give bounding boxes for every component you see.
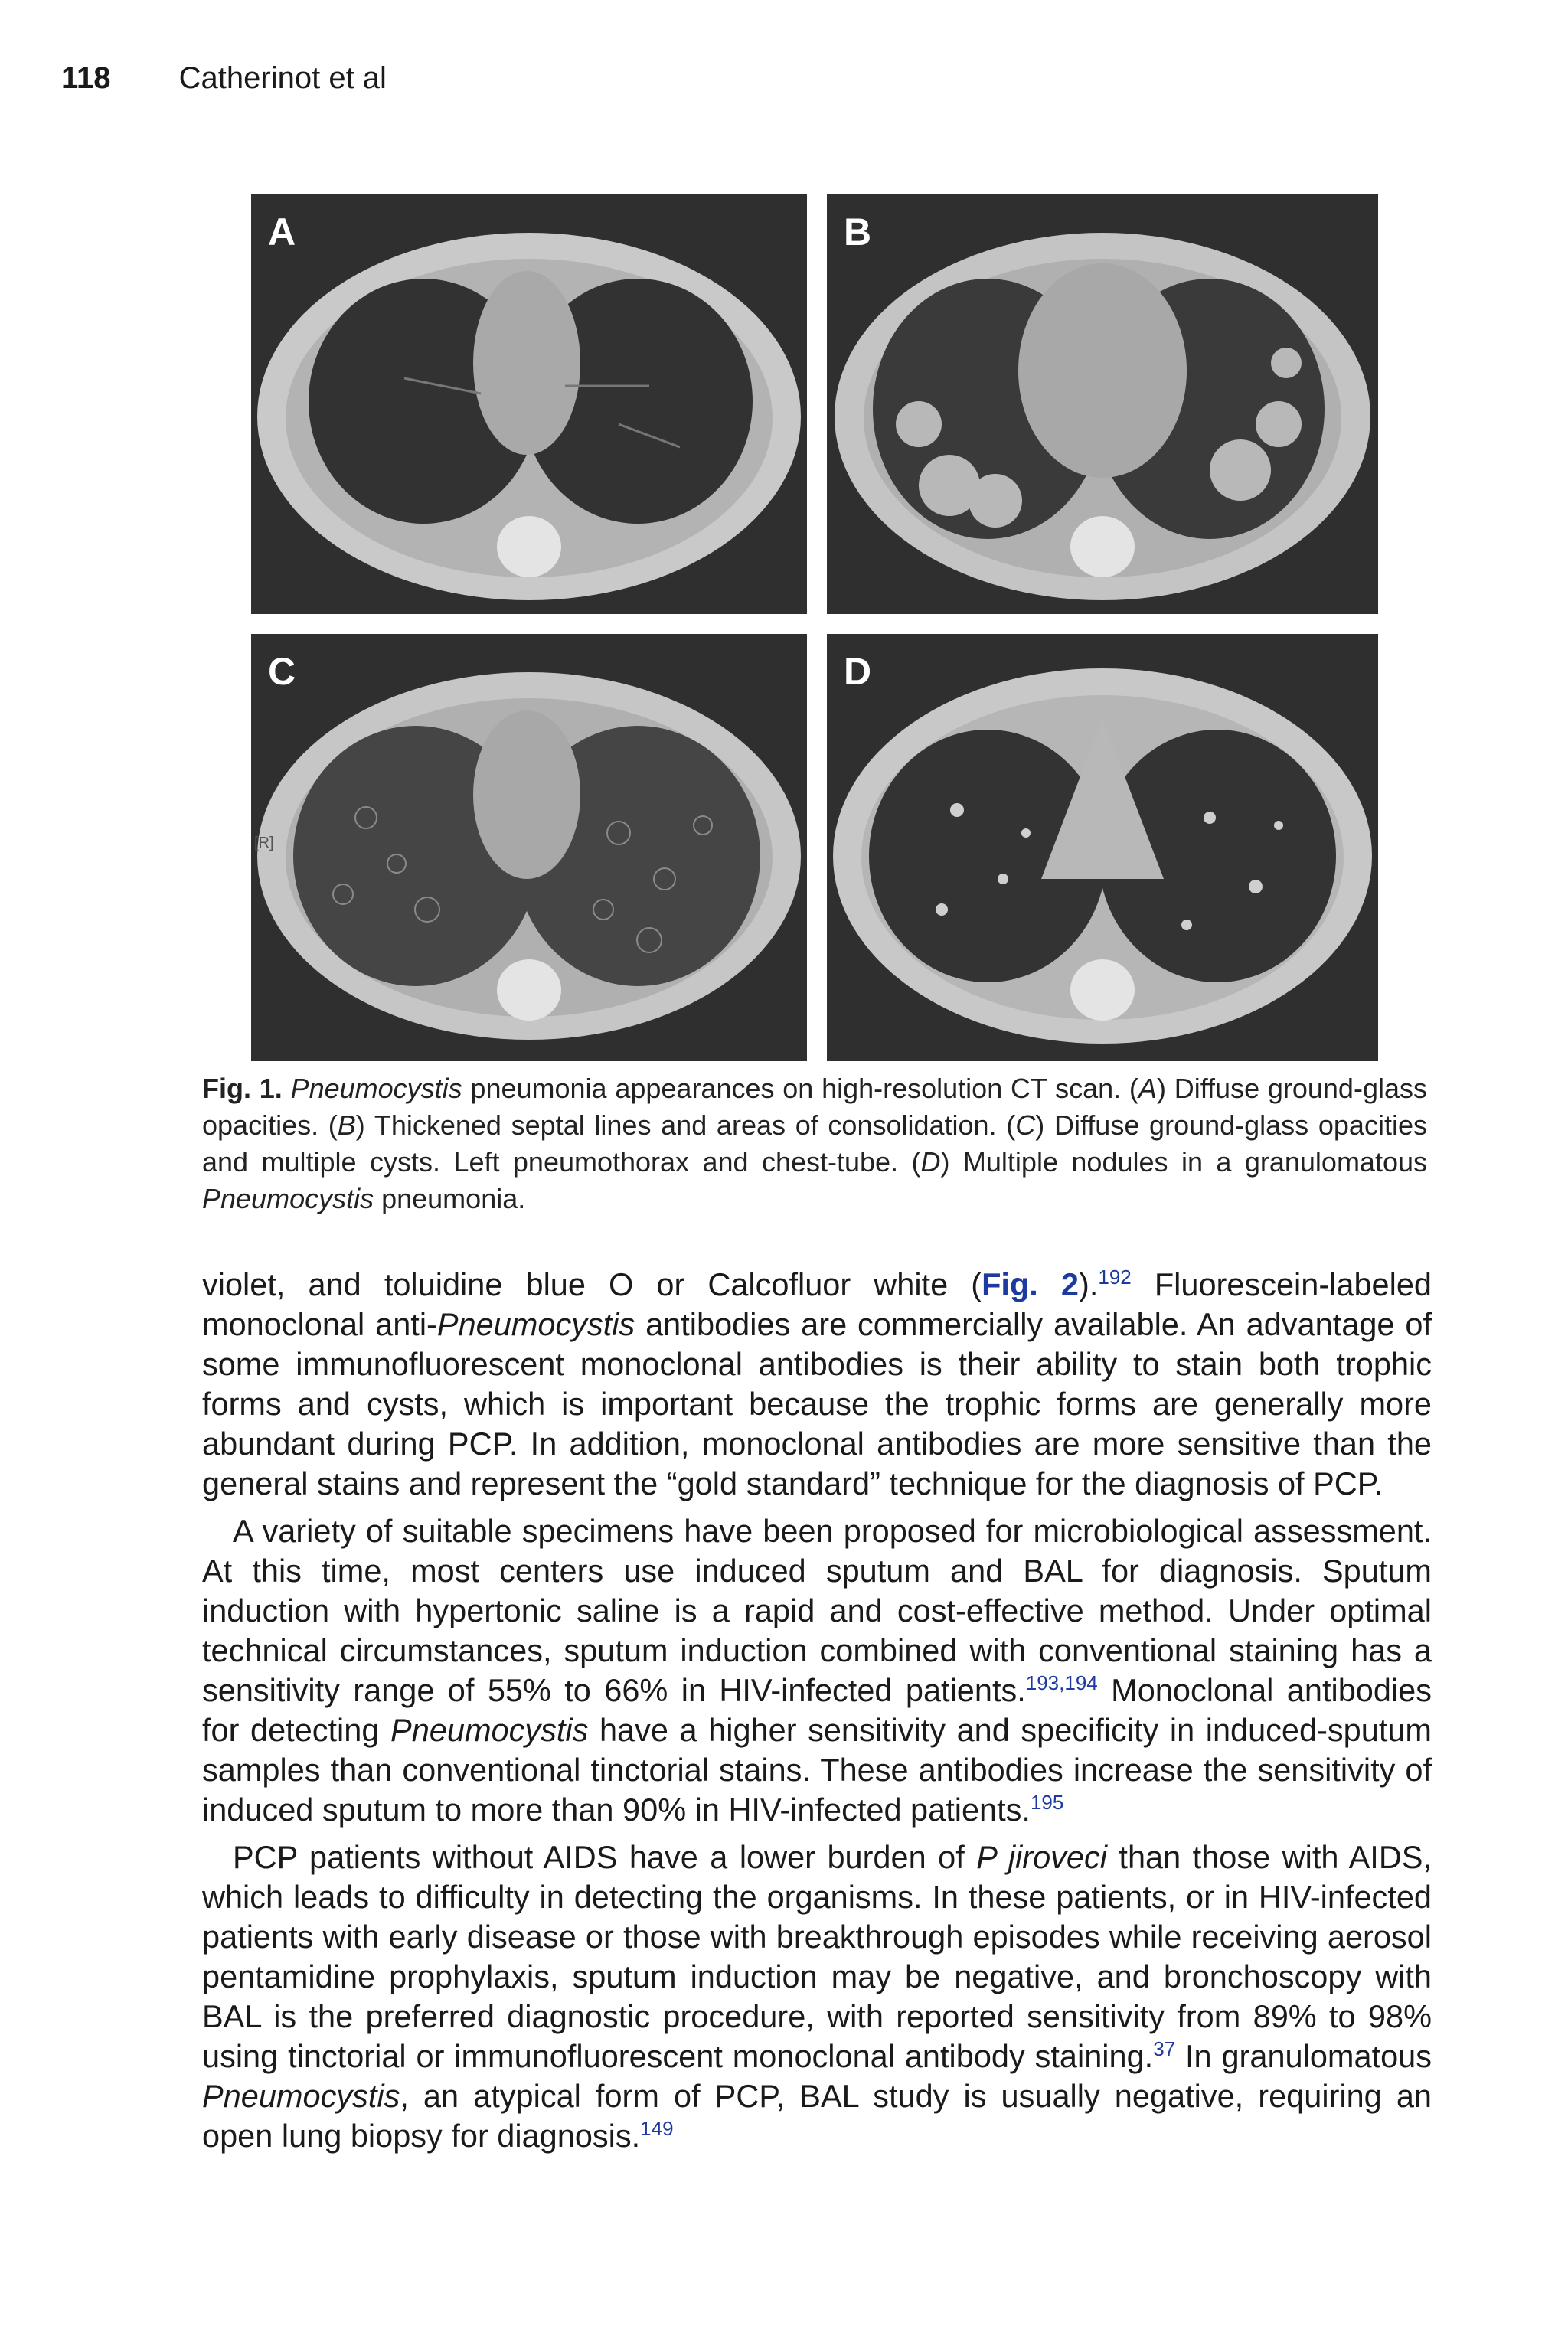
citation-link[interactable]: 192 xyxy=(1098,1266,1132,1289)
text-run: than those with AIDS, which leads to difficulty in detecting the organisms. In these patients, or in HIV-infected patients with early disease or those with breakthrough episodes while receiving aerosol pentamidine prophylaxis, sputum induction may be negative, and bronchoscopy with BAL is the preferred diagnostic procedure, with reported sensitivity from 89% to 98% using tinctorial or immunofluorescent monoclonal antibody staining. xyxy=(202,1839,1432,2074)
caption-text: pneumonia. xyxy=(374,1183,526,1214)
running-head: Catherinot et al xyxy=(178,61,387,95)
caption-genus: Pneumocystis xyxy=(290,1073,462,1104)
text-run: have a higher sensitivity and specificity in induced-sputum samples than conventional tinctorial stains. These antibodies increase the sensitivity of induced sputum to more than 90% in HIV-infected patients. xyxy=(202,1712,1432,1828)
text-run: Monoclonal antibodies for detecting xyxy=(202,1672,1432,1748)
text-run: Fluorescein-labeled monoclonal anti- xyxy=(202,1266,1432,1342)
citation-link[interactable]: 149 xyxy=(640,2117,674,2141)
ct-panel-d xyxy=(827,634,1378,1061)
caption-text: ) Multiple nodules in a granulomatous xyxy=(940,1146,1427,1178)
citation-link[interactable]: 195 xyxy=(1030,1791,1064,1815)
caption-text: pneumonia appearances on high-resolution CT scan. ( xyxy=(462,1073,1138,1104)
caption-panel-ref: B xyxy=(337,1109,356,1141)
ct-panel-c xyxy=(251,634,807,1061)
running-header xyxy=(61,61,387,96)
ct-scan-image-c xyxy=(251,634,807,1061)
body-text xyxy=(202,1265,1432,2164)
panel-letter: A xyxy=(268,211,296,253)
italic-run: Pneumocystis xyxy=(390,1712,589,1748)
side-marker: [R] xyxy=(254,835,274,851)
caption-panel-ref: D xyxy=(920,1146,941,1178)
text-run: ). xyxy=(1079,1266,1099,1302)
figure-caption xyxy=(202,1070,1427,1217)
panel-letter: C xyxy=(268,650,296,693)
panel-letter: B xyxy=(844,211,872,253)
italic-run: Pneumocystis xyxy=(202,2078,400,2114)
figure-1 xyxy=(251,194,1378,1061)
ct-scan-image-d xyxy=(827,634,1378,1061)
text-run: A variety of suitable specimens have been proposed for microbiological assessment. At this time, most centers use induced sputum and BAL for diagnosis. Sputum induction with hypertonic saline is a rapid and cost-effective method. Under optimal technical circumstances, sputum induction combined with conventional staining has a sensitivity range of 55% to 66% in HIV-infected patients. xyxy=(202,1513,1432,1708)
ct-scan-image-a xyxy=(251,194,807,614)
citation-link[interactable]: 193,194 xyxy=(1025,1671,1098,1695)
paragraph xyxy=(202,1265,1432,1504)
text-run: antibodies are commercially available. An advantage of some immunofluorescent monoclonal antibodies is their ability to stain both trophic forms and cysts, which is important because the trophic forms are generally more abundant during PCP. In addition, monoclonal antibodies are more sensitive than the general stains and represent the “gold standard” technique for the diagnosis of PCP. xyxy=(202,1306,1432,1501)
paragraph xyxy=(202,1838,1432,2156)
page-number: 118 xyxy=(61,61,111,95)
figure-link[interactable]: Fig. 2 xyxy=(982,1266,1079,1302)
paragraph xyxy=(202,1511,1432,1830)
panel-letter: D xyxy=(844,650,872,693)
caption-panel-ref: A xyxy=(1138,1073,1157,1104)
caption-panel-ref: C xyxy=(1015,1109,1036,1141)
italic-run: Pneumocystis xyxy=(436,1306,635,1342)
ct-scan-image-b xyxy=(827,194,1378,614)
text-run: violet, and toluidine blue O or Calcofluor white ( xyxy=(202,1266,982,1302)
text-run: , an atypical form of PCP, BAL study is usually negative, requiring an open lung biopsy for diagnosis. xyxy=(202,2078,1432,2154)
caption-text: ) Diffuse ground-glass opacities. ( xyxy=(202,1073,1427,1141)
ct-panel-b xyxy=(827,194,1378,614)
ct-panel-a xyxy=(251,194,807,614)
italic-run: P jiroveci xyxy=(976,1839,1107,1875)
caption-text: ) Diffuse ground-glass opacities and multiple cysts. Left pneumothorax and chest-tube. ( xyxy=(202,1109,1427,1178)
caption-label: Fig. 1. xyxy=(202,1073,283,1104)
caption-genus: Pneumocystis xyxy=(202,1183,374,1214)
text-run: PCP patients without AIDS have a lower burden of xyxy=(233,1839,977,1875)
caption-text: ) Thickened septal lines and areas of consolidation. ( xyxy=(355,1109,1016,1141)
citation-link[interactable]: 37 xyxy=(1153,2037,1176,2061)
text-run: In granulomatous xyxy=(1175,2038,1432,2074)
